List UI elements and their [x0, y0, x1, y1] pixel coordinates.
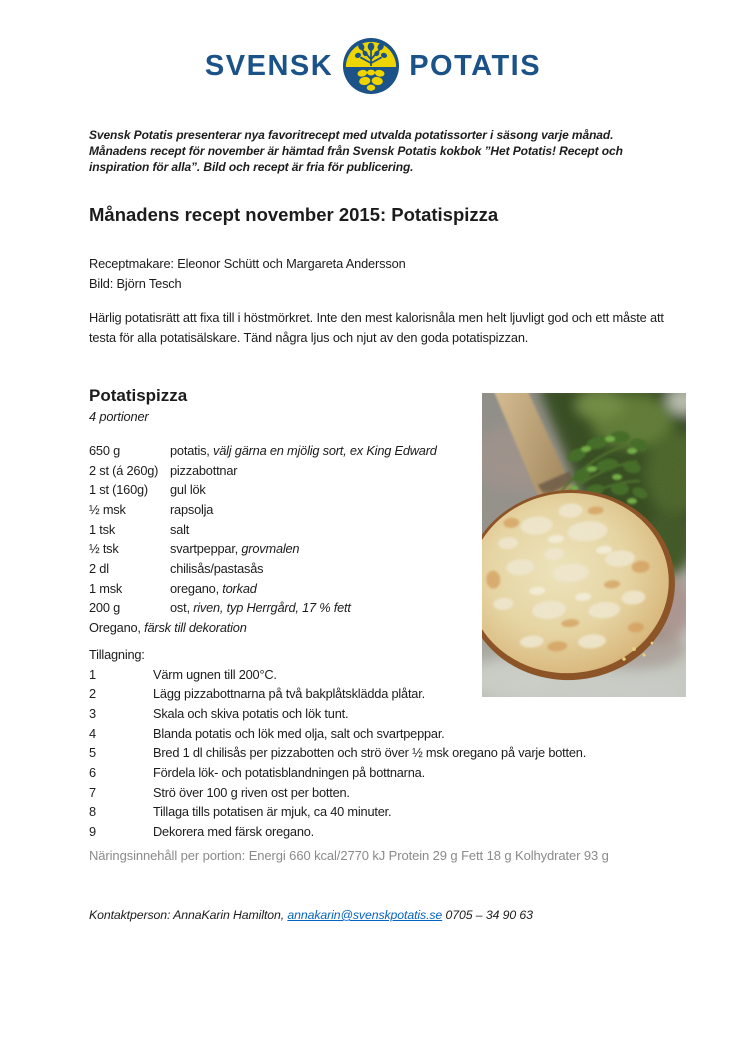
ingredient-name: gul lök — [170, 482, 206, 498]
step-number: 7 — [89, 784, 96, 800]
intro-line-2: Månadens recept för november är hämtad från Svensk Potatis kokbok ”Het Potatis! Recept och inspiration för alla”. Bild och recept är fria för publicering. — [89, 143, 623, 174]
ingredient-row — [89, 461, 484, 481]
step-number: 6 — [89, 764, 96, 780]
step-number: 5 — [89, 745, 96, 761]
ingredient-row — [89, 500, 484, 520]
step-number: 4 — [89, 725, 96, 741]
step-text: Blanda potatis och lök med olja, salt och svartpeppar. — [153, 725, 445, 741]
step-row — [89, 704, 679, 724]
ingredient-row — [89, 520, 484, 540]
ingredient-quantity: 650 g — [89, 443, 121, 458]
ingredient-quantity: 1 tsk — [89, 521, 116, 537]
step-text: Värm ugnen till 200°C. — [153, 666, 277, 682]
step-text: Dekorera med färsk oregano. — [153, 823, 315, 839]
ingredient-quantity: 2 st (á 260g) — [89, 462, 159, 478]
credits — [89, 254, 406, 293]
ingredient-name: potatis, välj gärna en mjölig sort, ex King Edward — [170, 443, 437, 458]
step-row — [89, 783, 679, 803]
step-number: 8 — [89, 804, 96, 820]
recipe-photo — [482, 393, 686, 697]
steps-title: Tillagning: — [89, 647, 145, 662]
ingredient-name: ost, riven, typ Herrgård, 17 % fett — [170, 600, 351, 616]
ingredient-quantity: 1 st (160g) — [89, 482, 148, 498]
nutrition-info: Näringsinnehåll per portion: Energi 660 kcal/2770 kJ Protein 29 g Fett 18 g Kolhydrater 93 g — [89, 848, 609, 863]
step-row — [89, 763, 679, 783]
ingredient-name: salt — [170, 521, 190, 537]
step-text: Fördela lök- och potatisblandningen på bottnarna. — [153, 764, 425, 780]
ingredient-row — [89, 441, 484, 461]
ingredient-name: rapsolja — [170, 501, 214, 517]
step-number: 1 — [89, 666, 96, 682]
ingredient-row — [89, 559, 484, 579]
recipe-makers: Receptmakare: Eleonor Schütt och Margareta Andersson — [89, 256, 406, 271]
photo-credit: Bild: Björn Tesch — [89, 275, 182, 291]
step-number: 9 — [89, 823, 96, 839]
ingredient-list — [89, 441, 484, 638]
ingredient-row — [89, 579, 484, 599]
intro-line-1: Svensk Potatis presenterar nya favoritrecept med utvalda potatissorter i säsong varje månad. — [89, 128, 614, 142]
logo-word-potatis: POTATIS — [409, 49, 542, 82]
step-number: 2 — [89, 686, 96, 702]
step-text: Skala och skiva potatis och lök tunt. — [153, 705, 349, 721]
step-text: Strö över 100 g riven ost per botten. — [153, 784, 350, 800]
recipe-description: Härlig potatisrätt att fixa till i höstmörkret. Inte den mest kalorisnåla men helt ljuvligt god och ett måste att testa för alla potatisälskare. Tänd några ljus och njut av den goda potatispizzan. — [89, 310, 664, 345]
ingredient-quantity: 2 dl — [89, 560, 109, 576]
contact-line — [89, 908, 533, 922]
ingredient-row — [89, 539, 484, 559]
step-text: Lägg pizzabottnarna på två bakplåtsklädda plåtar. — [153, 686, 425, 702]
logo-word-svensk: SVENSK — [204, 49, 334, 82]
contact-phone: 0705 – 34 90 63 — [442, 908, 533, 922]
page-title: Månadens recept november 2015: Potatispizza — [89, 204, 499, 225]
ingredient-name: svartpeppar, grovmalen — [170, 541, 300, 557]
ingredient-quantity: ½ tsk — [89, 541, 119, 557]
step-text: Bred 1 dl chilisås per pizzabotten och strö över ½ msk oregano på varje botten. — [153, 745, 587, 761]
contact-prefix: Kontaktperson: AnnaKarin Hamilton, — [89, 908, 288, 922]
step-text: Tillaga tills potatisen är mjuk, ca 40 minuter. — [153, 804, 392, 820]
step-row — [89, 724, 679, 744]
servings: 4 portioner — [89, 409, 149, 424]
contact-email-link[interactable]: annakarin@svenskpotatis.se — [287, 908, 443, 922]
ingredient-footnote — [89, 618, 484, 638]
ingredient-quantity: 200 g — [89, 600, 121, 616]
step-row — [89, 743, 679, 763]
logo — [0, 36, 746, 96]
step-row — [89, 802, 679, 822]
ingredient-name: pizzabottnar — [170, 462, 238, 478]
ingredient-name: oregano, torkad — [170, 580, 257, 596]
ingredient-name: chilisås/pastasås — [170, 560, 264, 576]
ingredient-row — [89, 598, 484, 618]
intro-text — [89, 128, 657, 176]
ingredient-quantity: 1 msk — [89, 580, 123, 596]
step-row — [89, 822, 679, 842]
recipe-title: Potatispizza — [89, 386, 188, 405]
step-number: 3 — [89, 705, 96, 721]
potato-plant-emblem-icon — [342, 37, 400, 95]
potato-pizza-photo-illustration — [482, 393, 686, 697]
ingredient-quantity: ½ msk — [89, 501, 126, 517]
ingredient-name: Oregano, färsk till dekoration — [89, 619, 247, 635]
ingredient-row — [89, 480, 484, 500]
